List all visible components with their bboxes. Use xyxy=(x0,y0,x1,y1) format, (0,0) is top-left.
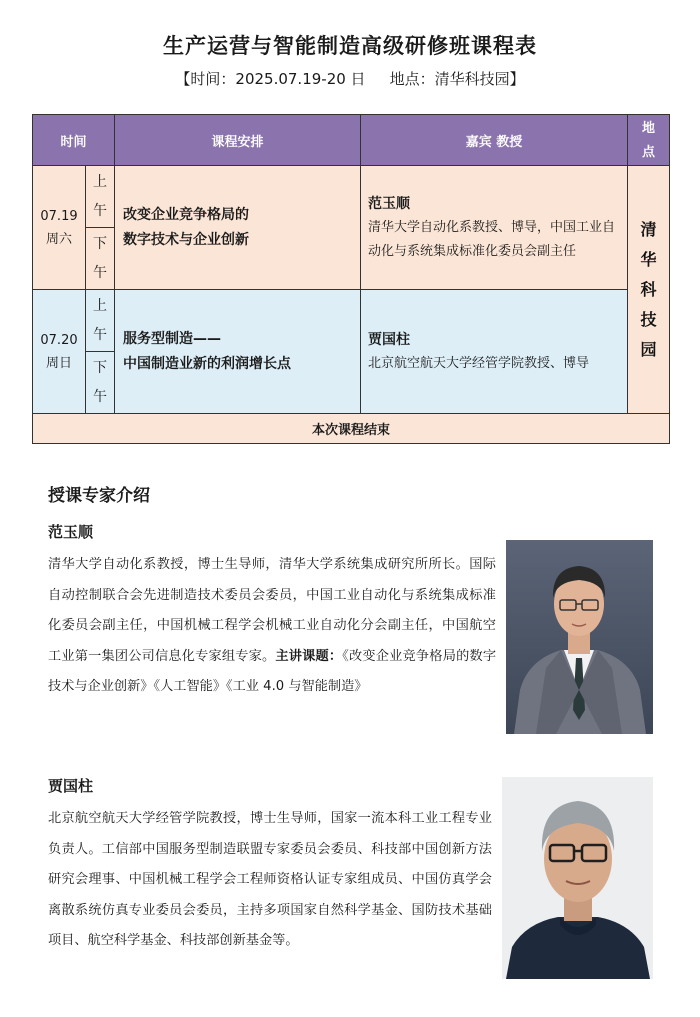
header-course: 课程安排 xyxy=(115,115,361,166)
course-schedule-table xyxy=(32,114,670,444)
expert-bio-text: 清华大学自动化系教授，博士生导师，清华大学系统集成研究所所长。国际自动控制联合会先进制造技术委员会委员，中国工业自动化与系统集成标准化委员会副主任，中国机械工程学会机械工业自动化分会副主任，中国航空工业第一集团公司信息化专家组专家。 xyxy=(48,557,496,664)
course-cell xyxy=(115,166,361,290)
afternoon-cell: 下 午 xyxy=(86,228,115,290)
course-end-note: 本次课程结束 xyxy=(33,414,670,444)
header-place-text: 地 点 xyxy=(642,121,656,160)
course-title-line1: 服务型制造—— xyxy=(123,330,222,347)
table-row xyxy=(33,166,670,228)
expert-bio xyxy=(48,804,492,957)
morning-cell: 上 午 xyxy=(86,290,115,352)
header-guest: 嘉宾 教授 xyxy=(361,115,628,166)
table-header-row xyxy=(33,115,670,166)
place-cell xyxy=(628,166,670,414)
weekday: 周六 xyxy=(45,231,72,247)
time-info: 【时间：2025.07.19-20 日 xyxy=(175,70,366,88)
expert-name: 范玉顺 xyxy=(48,523,94,541)
course-cell xyxy=(115,290,361,414)
course-title-line1: 改变企业竞争格局的 xyxy=(123,206,250,223)
page-title: 生产运营与智能制造高级研修班课程表 xyxy=(163,34,537,58)
date-cell xyxy=(33,166,86,290)
table-footer-row xyxy=(33,414,670,444)
expert-photo xyxy=(502,777,653,979)
course-title-line2: 数字技术与企业创新 xyxy=(123,231,250,248)
place-info: 地点：清华科技园】 xyxy=(389,70,525,88)
guest-cell xyxy=(361,290,628,414)
experts-section-title: 授课专家介绍 xyxy=(48,486,150,506)
morning-cell: 上 午 xyxy=(86,166,115,228)
afternoon-cell: 下 午 xyxy=(86,352,115,414)
expert-bio xyxy=(48,550,496,703)
guest-name: 范玉顺 xyxy=(368,195,411,212)
weekday: 周日 xyxy=(45,355,72,371)
date: 07.20 xyxy=(40,332,78,348)
expert-name: 贾国柱 xyxy=(48,777,94,795)
schedule-info xyxy=(0,68,700,89)
expert-photo xyxy=(506,540,653,734)
guest-name: 贾国柱 xyxy=(368,331,411,348)
place-value: 清 华 科 技 园 xyxy=(640,219,657,359)
course-title-line2: 中国制造业新的利润增长点 xyxy=(123,355,292,372)
expert-topics-label: 主讲课题： xyxy=(275,648,343,664)
table-row xyxy=(33,290,670,352)
expert-bio-text: 北京航空航天大学经管学院教授，博士生导师，国家一流本科工业工程专业负责人。工信部中国服务型制造联盟专家委员会委员、科技部中国创新方法研究会理事、中国机械工程学会工程师资格认证专家组成员、中国仿真学会离散系统仿真专业委员会委员，主持多项国家自然科学基金、国防技术基础项目、航空科学基金、科技部创新基金等。 xyxy=(48,811,492,948)
date: 07.19 xyxy=(40,208,78,224)
date-cell xyxy=(33,290,86,414)
expert-topics: 《改变企业竞争格局的数字技术与企业创新》《人工智能》《工业 4.0 与智能制造》 xyxy=(48,648,497,694)
guest-description: 清华大学自动化系教授、博导，中国工业自动化与系统集成标准化委员会副主任 xyxy=(368,219,616,259)
header-place xyxy=(628,115,670,166)
guest-description: 北京航空航天大学经管学院教授、博导 xyxy=(368,355,590,371)
guest-cell xyxy=(361,166,628,290)
header-time: 时间 xyxy=(33,115,115,166)
